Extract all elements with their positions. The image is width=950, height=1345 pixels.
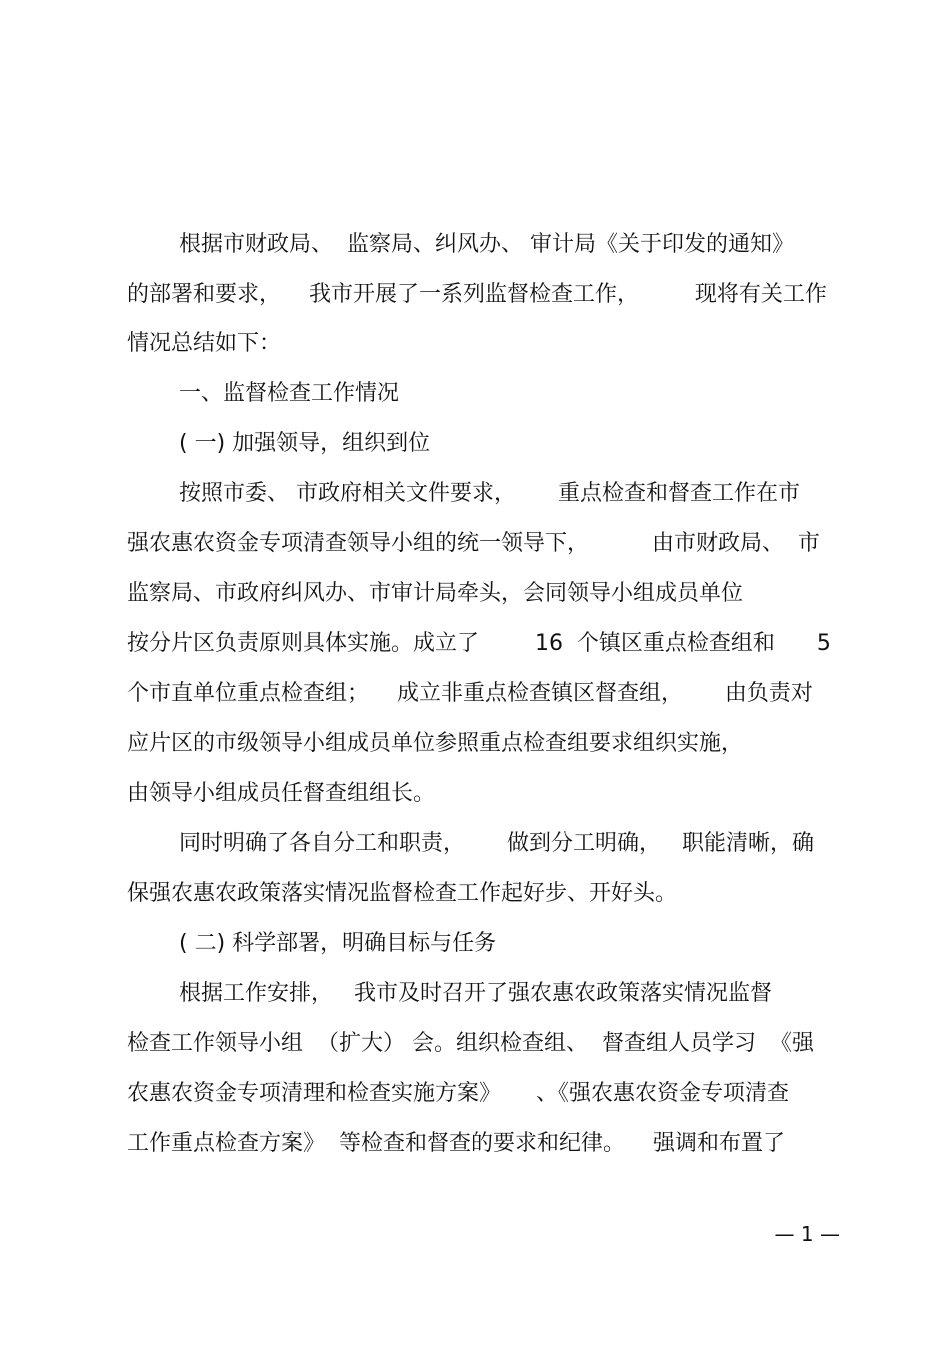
subsection-heading: ( 一) 加强领导，组织到位	[179, 431, 431, 456]
paragraph-line: 监察局、市政府纠风办、市审计局牵头，会同领导小组成员单位	[127, 581, 744, 606]
paragraph-line: 检查工作领导小组 （扩大） 会。组织检查组、 督查组人员学习 《强	[127, 1031, 814, 1056]
section-heading: 一、监督检查工作情况	[179, 381, 400, 406]
subsection-heading: ( 二) 科学部署，明确目标与任务	[179, 931, 497, 956]
paragraph-line: 同时明确了各自分工和职责， 做到分工明确， 职能清晰，确	[179, 831, 814, 856]
paragraph-line: 应片区的市级领导小组成员单位参照重点检查组要求组织实施，	[127, 731, 744, 756]
paragraph-line: 保强农惠农政策落实情况监督检查工作起好步、开好头。	[127, 881, 678, 906]
paragraph-line: 的部署和要求， 我市开展了一系列监督检查工作， 现将有关工作	[127, 282, 827, 307]
paragraph-line: 情况总结如下：	[127, 331, 282, 356]
paragraph-line: 按照市委、 市政府相关文件要求， 重点检查和督查工作在市	[179, 481, 800, 506]
paragraph-line: 由领导小组成员任督查组组长。	[127, 781, 436, 806]
paragraph-line: 根据市财政局、 监察局、纠风办、 审计局《关于印发的通知》	[179, 232, 794, 257]
paragraph-line: 根据工作安排， 我市及时召开了强农惠农政策落实情况监督	[179, 981, 772, 1006]
paragraph-line: 工作重点检查方案》 等检查和督查的要求和纪律。 强调和布置了	[127, 1131, 785, 1156]
page-number: — 1 —	[774, 1222, 840, 1246]
paragraph-line: 按分片区负责原则具体实施。成立了 16 个镇区重点检查组和 5	[127, 631, 831, 656]
paragraph-line: 个市直单位重点检查组； 成立非重点检查镇区督查组， 由负责对	[127, 681, 813, 706]
paragraph-line: 农惠农资金专项清理和检查实施方案》 、《强农惠农资金专项清查	[127, 1081, 789, 1106]
paragraph-line: 强农惠农资金专项清查领导小组的统一领导下， 由市财政局、 市	[127, 531, 820, 556]
